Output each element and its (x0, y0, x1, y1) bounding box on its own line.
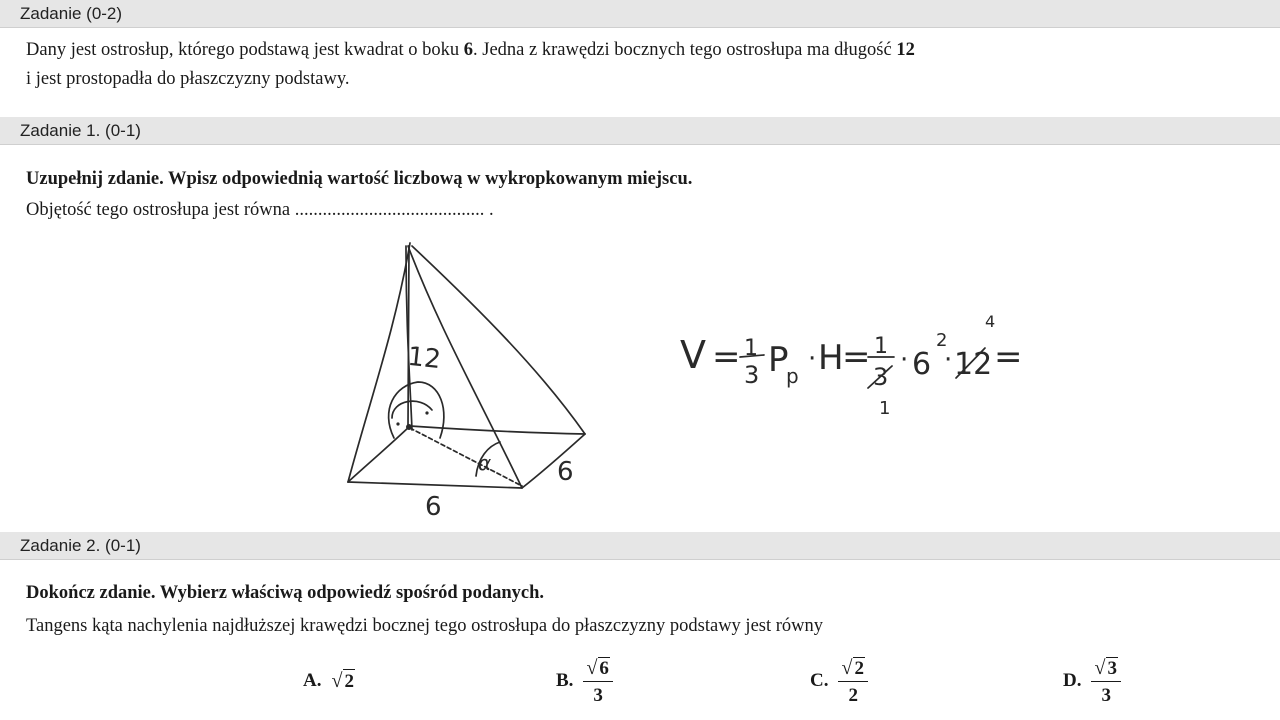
choice-letter: C. (810, 670, 829, 691)
sqrt-expression: √ 2 (331, 670, 354, 692)
formula-pp-sub: p (786, 364, 799, 388)
radicand: 2 (854, 658, 864, 679)
base-right-edge (522, 434, 585, 488)
intro-text-a: Dany jest ostrosłup, którego podstawą jest kwadrat o boku (26, 40, 464, 60)
formula-dot-2: · (900, 345, 909, 375)
formula-frac2-num: 1 (874, 334, 888, 359)
choice-letter: A. (303, 670, 322, 691)
fraction: √ 2 2 (838, 657, 867, 705)
radicand: 6 (599, 658, 609, 679)
formula-cancel-4: 4 (985, 312, 996, 331)
drawing-labels (406, 342, 573, 522)
base-diagonal-dashed (410, 428, 522, 486)
formula-eq-2: = (842, 337, 871, 377)
pyramid-edge-left (348, 243, 410, 482)
formula-dot-1: · (808, 344, 817, 374)
intro-text-c: . Jedna z krawędzi bocznych tego ostrosłupa ma długość (473, 40, 897, 60)
formula-six: 6 (912, 347, 932, 382)
label-edge-12: 12 (406, 341, 443, 376)
zadanie-1-sentence: Objętość tego ostrosłupa jest równa ......................................... . (26, 200, 494, 220)
formula-eq-3: = (994, 337, 1023, 377)
choice-c[interactable] (810, 653, 868, 709)
volume-formula (680, 312, 1023, 419)
right-angle-arc-outer (389, 382, 444, 438)
fraction: √ 6 3 (583, 657, 612, 705)
right-angle-dot-1 (406, 424, 412, 430)
pyramid-edge-right (412, 246, 585, 434)
denominator: 3 (1101, 685, 1111, 706)
intro-edge-length: 12 (896, 40, 915, 60)
denominator: 2 (848, 685, 858, 706)
formula-h: H (818, 338, 844, 378)
formula-frac2-den: 3 (873, 363, 889, 391)
formula-dot-3: · (944, 345, 953, 375)
formula-frac1-num: 1 (744, 336, 758, 361)
section-title: Zadanie 1. (0-1) (20, 121, 141, 140)
radicand: 3 (1107, 658, 1117, 679)
section-header-zadanie-2 (0, 532, 1280, 560)
formula-exp-2: 2 (936, 330, 948, 351)
fraction: √ 3 3 (1091, 657, 1120, 705)
label-alpha: α (478, 451, 492, 475)
formula-twelve: 12 (954, 347, 993, 382)
zadanie-1-instruction: Uzupełnij zdanie. Wpisz odpowiednią wartość liczbową w wykropkowanym miejscu. (26, 169, 693, 189)
choice-b[interactable] (556, 653, 613, 709)
right-angle-dot-3 (425, 411, 428, 414)
choice-letter: D. (1063, 670, 1082, 691)
choice-a[interactable] (303, 653, 355, 709)
intro-line-2: i jest prostopadła do płaszczyzny podstawy. (26, 69, 350, 89)
intro-side-length: 6 (463, 40, 474, 60)
formula-pp: P (768, 340, 789, 380)
right-angle-dot-2 (396, 422, 399, 425)
zadanie-2-sentence: Tangens kąta nachylenia najdłuższej krawędzi bocznej tego ostrosłupa do płaszczyzny podstawy jest równy (26, 616, 824, 636)
denominator: 3 (593, 685, 603, 706)
formula-v: V (680, 333, 706, 377)
pyramid-drawing (348, 243, 585, 488)
base-back-edge (410, 426, 585, 434)
base-front-edge (348, 482, 522, 488)
formula-cancel-1: 1 (879, 398, 891, 419)
section-title: Zadanie 2. (0-1) (20, 536, 141, 555)
choice-letter: B. (556, 670, 574, 691)
section-title: Zadanie (0-2) (20, 4, 123, 23)
formula-eq-1: = (712, 337, 741, 377)
zadanie-2-instruction: Dokończ zdanie. Wybierz właściwą odpowiedź spośród podanych. (26, 583, 545, 603)
base-left-edge (348, 426, 410, 482)
formula-frac1-den: 3 (744, 361, 760, 389)
radicand: 2 (344, 671, 354, 692)
label-base-right-6: 6 (557, 457, 574, 487)
label-base-front-6: 6 (425, 492, 442, 522)
choice-d[interactable] (1063, 653, 1121, 709)
